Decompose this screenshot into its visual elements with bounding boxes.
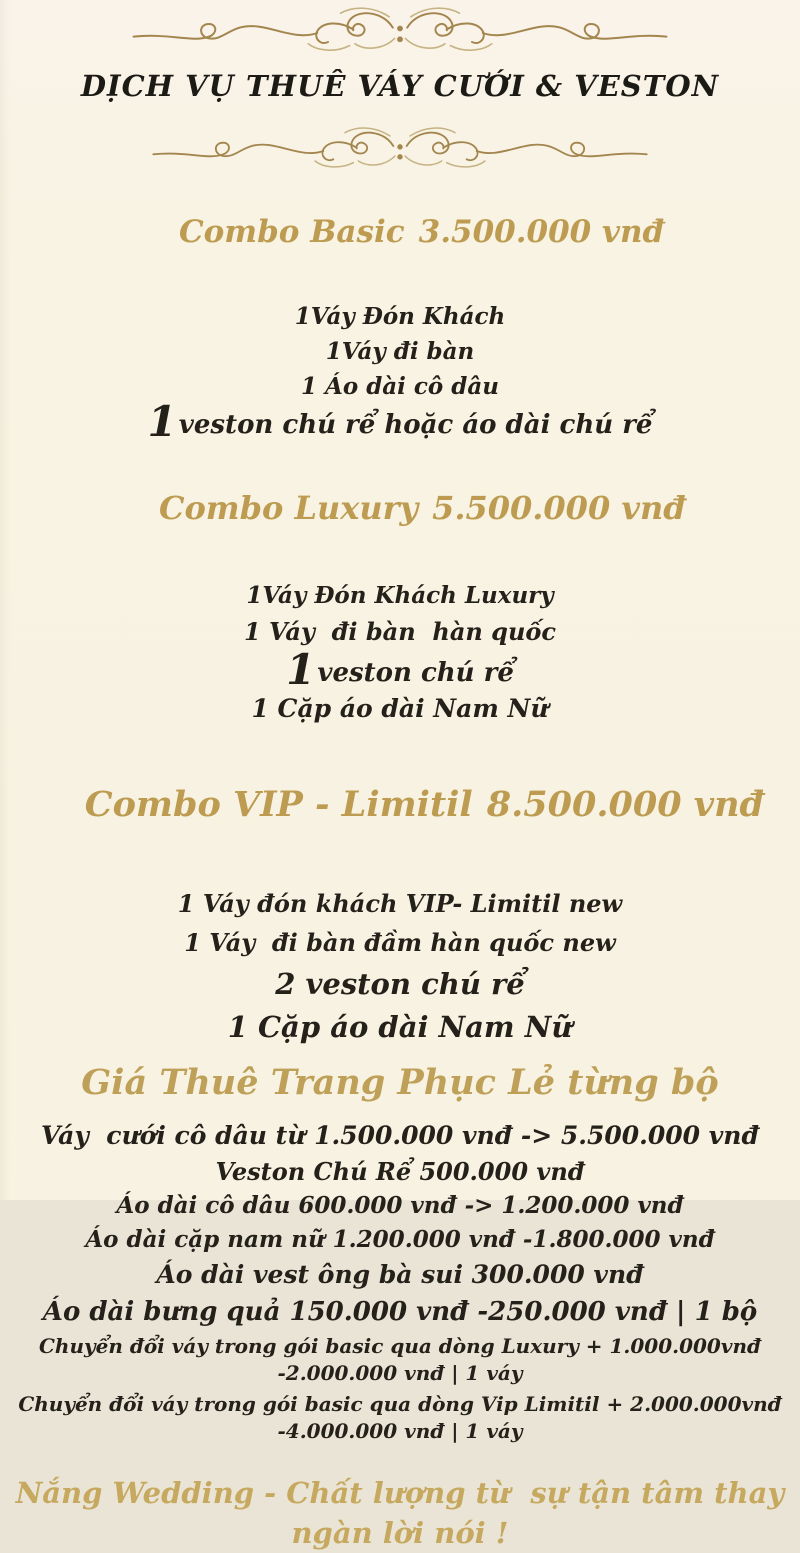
price-line: Áo dài cô dâu 600.000 vnđ -> 1.200.000 vnđ	[116, 1192, 684, 1219]
price-line: Veston Chú Rể 500.000 vnđ	[215, 1157, 585, 1186]
combo-vip-price: 8.500.000 vnđ	[486, 784, 765, 825]
combo-item: 1Váy Đón Khách Luxury	[246, 582, 554, 609]
combo-basic-items	[148, 302, 653, 445]
brand-slogan: Nắng Wedding - Chất lượng từ sự tận tâm thay ngàn lời nói !	[15, 1476, 795, 1550]
page-edge-shadow	[0, 0, 10, 1200]
combo-luxury-items	[244, 581, 556, 730]
combo-vip-heading	[36, 736, 764, 874]
price-line: Áo dài bưng quả 150.000 vnđ -250.000 vnđ | 1 bộ	[42, 1297, 758, 1327]
price-line: Chuyển đổi váy trong gói basic qua dòng Vip Limitil + 2.000.000vnđ -4.000.000 vnđ | 1 váy	[18, 1392, 789, 1443]
combo-basic-heading	[136, 172, 664, 292]
combo-vip-name: Combo VIP - Limitil	[84, 784, 473, 825]
combo-basic-name: Combo Basic	[178, 214, 405, 250]
combo-item: 1Váy đi bàn	[325, 338, 475, 365]
combo-item: 1Váy Đón Khách	[294, 303, 506, 330]
price-line: Áo dài cặp nam nữ 1.200.000 vnđ -1.800.000 vnđ	[85, 1226, 715, 1253]
single-rental-price-list	[0, 1120, 800, 1449]
flourish-divider-middle	[150, 124, 650, 178]
combo-item: 1 Áo dài cô dâu	[300, 373, 499, 400]
item-quantity: 1	[286, 645, 316, 694]
combo-basic-price: 3.500.000 vnđ	[418, 214, 665, 250]
combo-item: 1 Cặp áo dài Nam Nữ	[251, 694, 549, 723]
combo-luxury-price: 5.500.000 vnđ	[432, 489, 686, 527]
combo-item: 1 Cặp áo dài Nam Nữ	[227, 1010, 573, 1044]
flourish-divider-top	[110, 6, 690, 60]
combo-item	[147, 397, 653, 446]
combo-luxury-name: Combo Luxury	[158, 489, 419, 527]
combo-luxury-heading	[114, 445, 685, 571]
price-line: Váy cưới cô dâu từ 1.500.000 vnđ -> 5.500.000 vnđ	[41, 1121, 759, 1150]
item-label: veston chú rể hoặc áo dài chú rể	[178, 410, 653, 440]
price-line: Áo dài vest ông bà sui 300.000 vnđ	[156, 1260, 644, 1289]
combo-item	[286, 645, 514, 694]
combo-vip-items	[178, 888, 622, 1052]
price-line: Chuyển đổi váy trong gói basic qua dòng Luxury + 1.000.000vnđ -2.000.000 vnđ | 1 váy	[39, 1334, 768, 1385]
single-rental-title: Giá Thuê Trang Phục Lẻ từng bộ	[81, 1062, 719, 1103]
page-title: DỊCH VỤ THUÊ VÁY CƯỚI & VESTON	[80, 69, 720, 103]
item-quantity: 1	[147, 397, 177, 446]
combo-item: 2 veston chú rể	[275, 967, 525, 1001]
combo-item: 1 Váy đón khách VIP- Limitil new	[177, 889, 623, 918]
combo-item: 1 Váy đi bàn đầm hàn quốc new	[184, 928, 616, 957]
item-label: veston chú rể	[317, 658, 514, 688]
combo-item: 1 Váy đi bàn hàn quốc	[243, 617, 557, 646]
